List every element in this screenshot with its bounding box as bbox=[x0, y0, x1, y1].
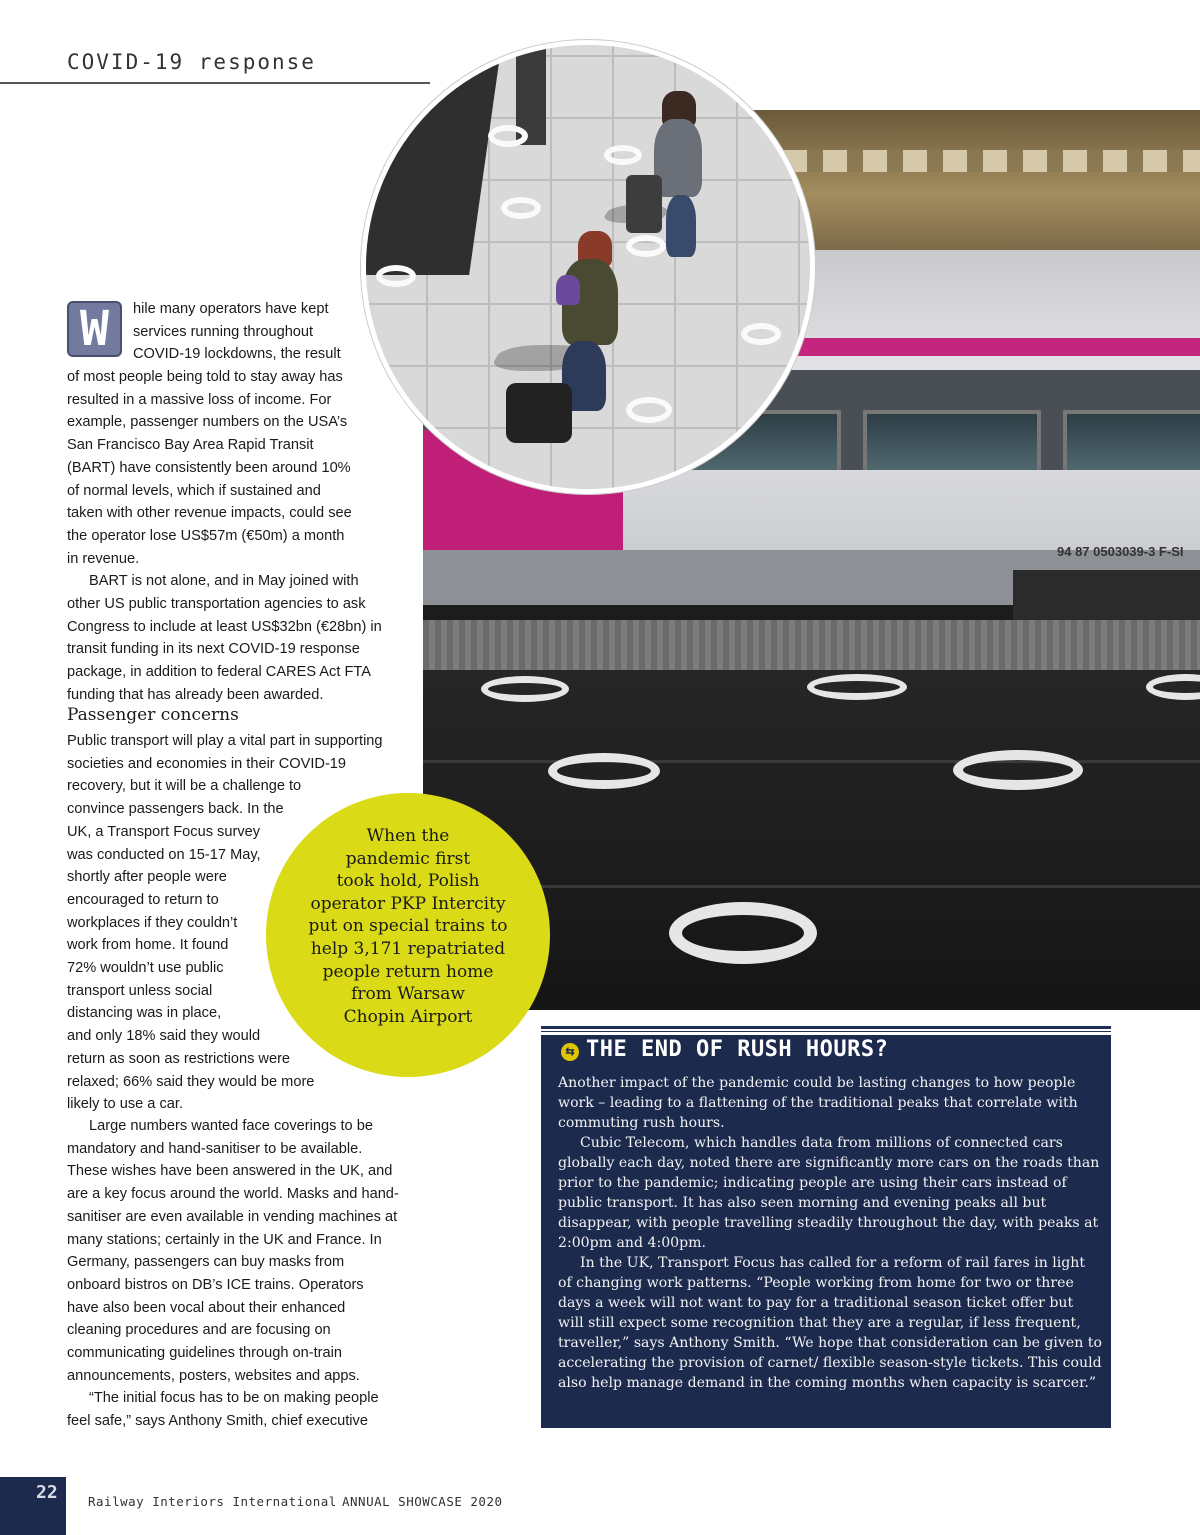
opening-line: COVID-19 lockdowns, the result bbox=[133, 346, 341, 363]
distancing-ring bbox=[376, 265, 416, 287]
inset-photo-passengers bbox=[361, 40, 815, 494]
boxout-rule bbox=[541, 1031, 1111, 1032]
distancing-ring bbox=[501, 197, 541, 219]
survey-line: transport unless social bbox=[67, 982, 213, 999]
boxout-paragraph: In the UK, Transport Focus has called for a reform of rail fares in light of changing work patterns. “People working from home for two or three days a week will not want to pay for a traditional season ticket offer but will still expect some recognition that they are a regular, if less frequent, traveller,” says Anthony Smith. “We hope that consideration can be given to accelerating the provision of carnet/ flexible season-style tickets. This could also help manage demand in the coming months when capacity is scarcer.” bbox=[558, 1255, 1102, 1391]
wheeled-bag bbox=[506, 383, 572, 443]
survey-line: distancing was in place, bbox=[67, 1005, 222, 1022]
opening-line: hile many operators have kept bbox=[133, 301, 329, 317]
train-number: 94 87 0503039-3 F-SI bbox=[1057, 544, 1184, 559]
distancing-ring bbox=[669, 902, 817, 964]
page-number: 22 bbox=[36, 1482, 58, 1503]
survey-line: workplaces if they couldn’t bbox=[67, 914, 238, 931]
distancing-ring bbox=[953, 750, 1083, 790]
distancing-ring bbox=[741, 323, 781, 345]
backpack bbox=[556, 275, 580, 305]
survey-line: encouraged to return to bbox=[67, 891, 219, 908]
survey-line: shortly after people were bbox=[67, 869, 227, 886]
ceiling-lights bbox=[783, 150, 1200, 172]
survey-line: 72% wouldn’t use public bbox=[67, 960, 224, 977]
pull-quote-line: people return home bbox=[322, 961, 494, 982]
survey-line: likely to use a car. bbox=[67, 1096, 183, 1113]
survey-line: work from home. It found bbox=[67, 937, 229, 954]
boxout-body bbox=[558, 1073, 1103, 1393]
distancing-ring bbox=[488, 125, 528, 147]
opening-line: services running throughout bbox=[133, 323, 314, 340]
distancing-ring bbox=[548, 753, 660, 789]
pull-quote bbox=[266, 793, 550, 1077]
survey-line: and only 18% said they would bbox=[67, 1028, 261, 1045]
suitcase bbox=[626, 175, 662, 233]
opening-lines bbox=[133, 298, 363, 366]
survey-line: was conducted on 15-17 May, bbox=[67, 846, 261, 863]
page-number-tab bbox=[0, 1477, 66, 1535]
survey-line: societies and economies in their COVID-19 bbox=[67, 755, 347, 772]
survey-line: recovery, but it will be a challenge to bbox=[67, 778, 302, 795]
hygiene-paragraph: Large numbers wanted face coverings to be mandatory and hand-sanitiser to be available. These wishes have been answered in the UK, and are a key focus around the world. Masks and hand-sanitiser are even available in vending machines at many stations; certainly in the UK and France. In Germany, passengers can buy masks from onboard bistros on DB’s ICE trains. Operators have also been vocal about their enhanced cleaning procedures and are focusing on communicating guidelines through on-train announcements, posters, websites and apps. bbox=[67, 1118, 399, 1384]
safety-paragraph: “The initial focus has to be on making people feel safe,” says Anthony Smith, chief executive bbox=[67, 1390, 379, 1430]
survey-line: return as soon as restrictions were bbox=[67, 1050, 291, 1067]
section-label: COVID-19 response bbox=[67, 50, 316, 74]
drop-cap: W bbox=[67, 301, 122, 357]
survey-line: UK, a Transport Focus survey bbox=[67, 823, 261, 840]
bart-paragraph: BART is not alone, and in May joined with other US public transportation agencies to ask Congress to include at least US$32bn (€28bn) in transit funding in its next COVID-19 response package, in addition to federal CARES Act FTA funding that has already been awarded. bbox=[67, 573, 382, 703]
survey-line: convince passengers back. In the bbox=[67, 801, 284, 818]
pull-quote-line: put on special trains to bbox=[308, 916, 508, 937]
hygiene-body bbox=[67, 1115, 399, 1433]
intro-body bbox=[67, 366, 382, 707]
passenger-legs bbox=[666, 195, 696, 257]
pull-quote-line: pandemic first bbox=[345, 848, 471, 869]
pull-quote-line: operator PKP Intercity bbox=[310, 893, 506, 914]
distancing-ring bbox=[626, 235, 666, 257]
distancing-ring bbox=[626, 397, 672, 423]
distancing-ring bbox=[604, 145, 642, 165]
distancing-ring bbox=[481, 676, 569, 702]
boxout-paragraph: Cubic Telecom, which handles data from millions of connected cars globally each day, noted there are significantly more cars on the roads than prior to the pandemic; indicating people are using their cars instead of public transport. It has also seen morning and evening peaks all but disappear, with people travelling steadily throughout the day, with peaks at 2:00pm and 4:00pm. bbox=[558, 1135, 1100, 1251]
tactile-platform-edge bbox=[423, 620, 1200, 670]
pull-quote-line: help 3,171 repatriated bbox=[310, 938, 506, 959]
arrows-icon: ⇆ bbox=[561, 1043, 579, 1061]
footer-issue: ANNUAL SHOWCASE 2020 bbox=[342, 1494, 503, 1509]
intro-paragraph: of most people being told to stay away has resulted in a massive loss of income. For example, passenger numbers on the USA’s San Francisco Bay Area Rapid Transit (BART) have consistently been around 10% of normal levels, which if sustained and taken with other revenue impacts, could see the operator lose US$57m (€50m) a month in revenue. bbox=[67, 369, 352, 567]
distancing-ring bbox=[807, 674, 907, 700]
footer-publication: Railway Interiors International bbox=[88, 1494, 337, 1509]
boxout-title: THE END OF RUSH HOURS? bbox=[586, 1037, 889, 1062]
boxout-rush-hours bbox=[541, 1035, 1111, 1428]
survey-line: Public transport will play a vital part in supporting bbox=[67, 733, 383, 749]
survey-line: relaxed; 66% said they would be more bbox=[67, 1073, 315, 1090]
boxout-rule bbox=[541, 1026, 1111, 1029]
floor-seam bbox=[423, 760, 1200, 763]
subhead-passenger-concerns: Passenger concerns bbox=[67, 705, 239, 725]
pull-quote-line: took hold, Polish bbox=[336, 871, 480, 892]
pull-quote-line: Chopin Airport bbox=[343, 1006, 473, 1027]
boxout-paragraph: Another impact of the pandemic could be lasting changes to how people work – leading to a flattening of the traditional peaks that correlate with commuting rush hours. bbox=[558, 1075, 1078, 1131]
pull-quote-line: from Warsaw bbox=[351, 984, 465, 1005]
pull-quote-line: When the bbox=[366, 826, 450, 846]
